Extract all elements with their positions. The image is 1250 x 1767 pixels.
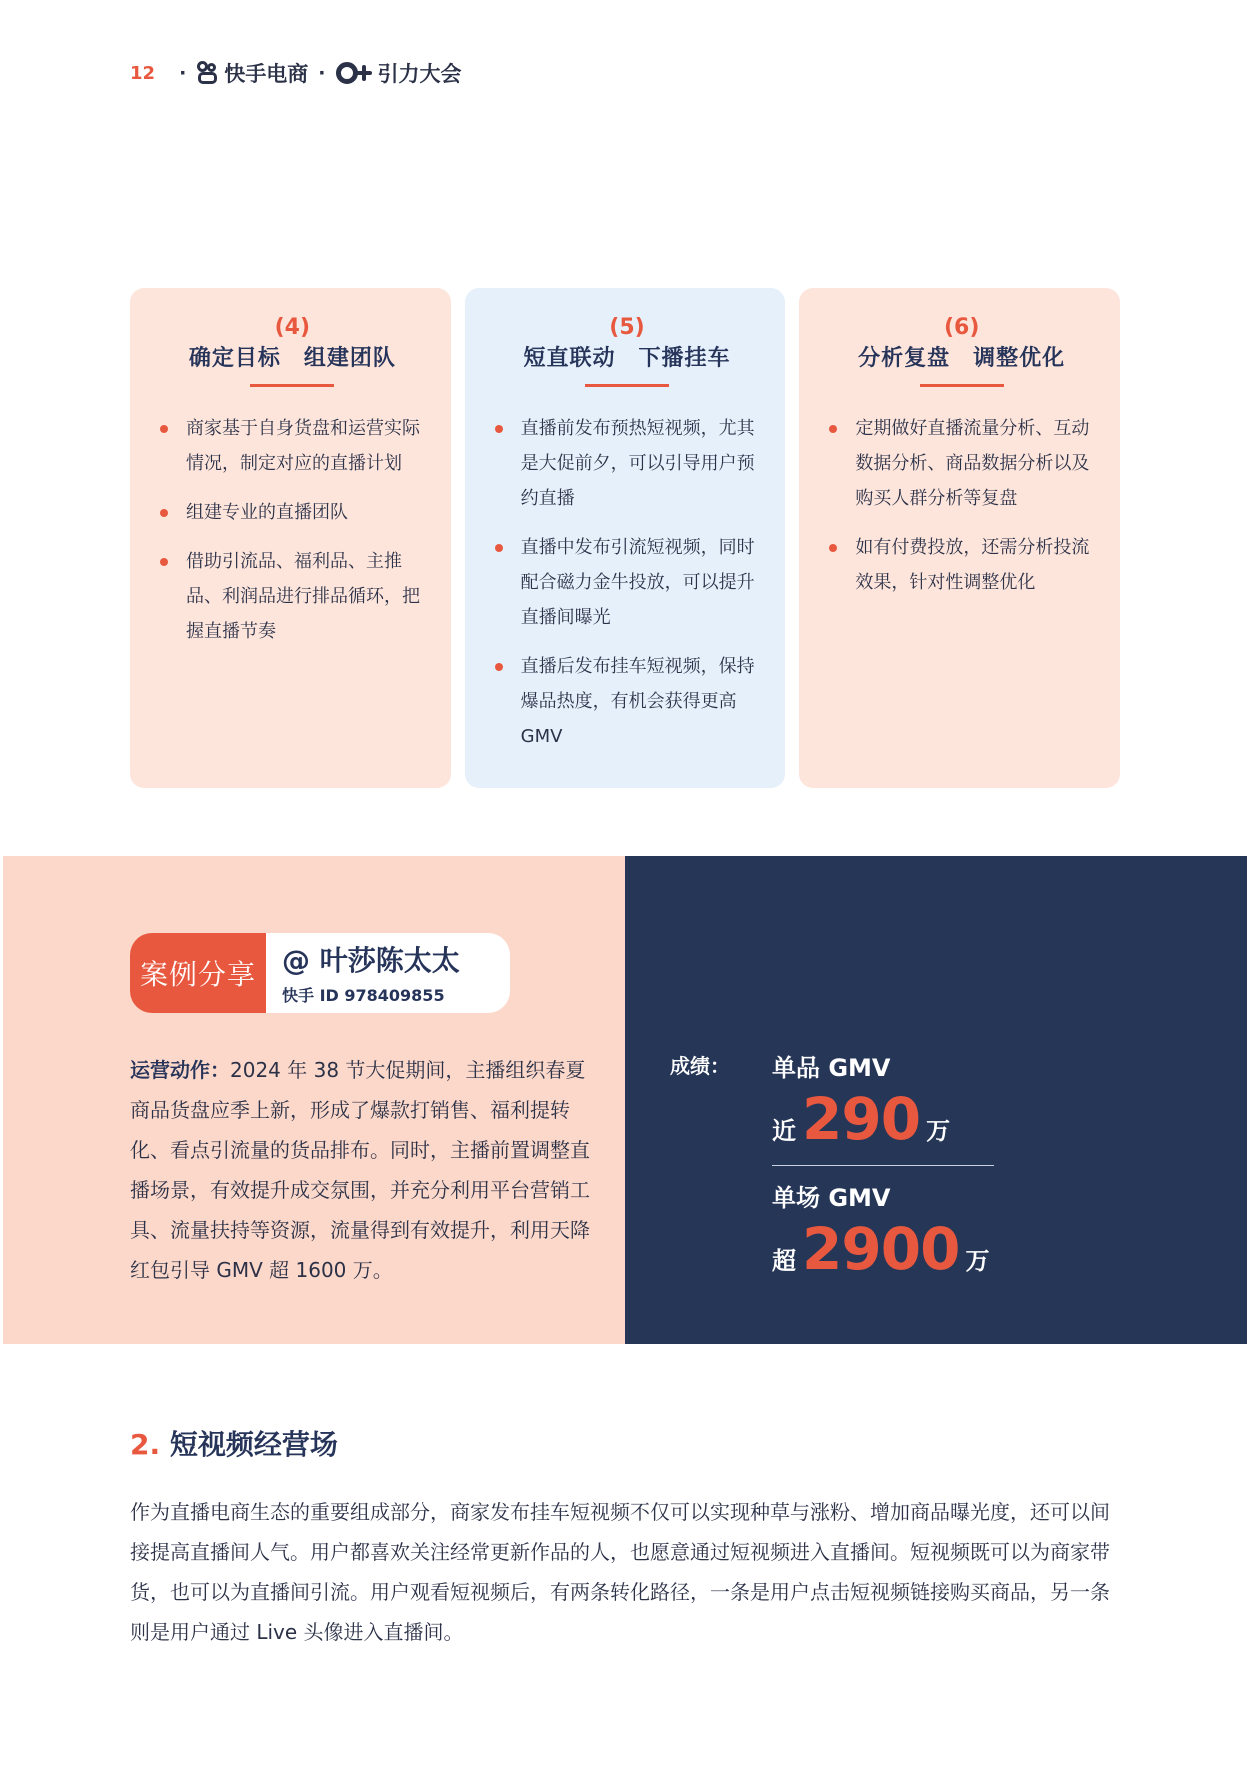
- section-body: 作为直播电商生态的重要组成部分，商家发布挂车短视频不仅可以实现种草与涨粉、增加商品曝光度，还可以间接提高直播间人气。用户都喜欢关注经常更新作品的人，也愿意通过短视频进入直播间。短视频既可以为商家带货，也可以为直播间引流。用户观看短视频后，有两条转化路径，一条是用户点击短视频链接购买商品，另一条则是用户通过 Live 头像进入直播间。: [130, 1500, 1110, 1644]
- result-prefix: 近: [772, 1117, 796, 1145]
- case-share-label: 案例分享: [130, 933, 266, 1013]
- result-value: [772, 1216, 996, 1282]
- event-name: 引力大会: [377, 62, 462, 86]
- step-title: 分析复盘 调整优化: [858, 346, 1066, 371]
- step-title: 短直联动 下播挂车: [523, 346, 731, 371]
- separator: ·: [318, 62, 326, 84]
- case-tag: [130, 933, 510, 1013]
- result-unit: 万: [965, 1247, 990, 1275]
- kuaishou-ecommerce-icon: [196, 61, 220, 85]
- list-item: 直播后发布挂车短视频，保持爆品热度，有机会获得更高 GMV: [489, 649, 766, 754]
- section-title: 短视频经营场: [169, 1428, 338, 1461]
- step-list: [154, 411, 431, 649]
- step-number: (6): [943, 315, 980, 340]
- step-list: [823, 411, 1100, 600]
- result-title: 单品 GMV: [772, 1054, 891, 1082]
- result-title: 单场 GMV: [772, 1184, 891, 1212]
- result-value: [772, 1086, 996, 1152]
- list-item: 直播中发布引流短视频，同时配合磁力金牛投放，可以提升直播间曝光: [489, 530, 766, 635]
- list-item: 定期做好直播流量分析、互动数据分析、商品数据分析以及购买人群分析等复盘: [823, 411, 1100, 516]
- brand-name: 快手电商: [224, 62, 309, 86]
- steps-cards: [130, 288, 1120, 788]
- result-prefix: 超: [772, 1247, 796, 1275]
- list-item: 商家基于自身货盘和运营实际情况，制定对应的直播计划: [154, 411, 431, 481]
- section-heading: [130, 1423, 338, 1463]
- title-underline: [920, 384, 1004, 387]
- step-number: (4): [274, 315, 311, 340]
- case-account: [266, 933, 460, 1013]
- title-underline: [585, 384, 669, 387]
- result-unit: 万: [926, 1117, 951, 1145]
- result-number: 2900: [802, 1215, 960, 1283]
- section-number: 2.: [130, 1428, 161, 1461]
- step-card-6: [799, 288, 1120, 788]
- result-number: 290: [802, 1085, 921, 1153]
- action-label: 运营动作：: [130, 1058, 230, 1082]
- account-handle: @ 叶莎陈太太: [282, 944, 460, 977]
- kuaishou-id: 快手 ID 978409855: [282, 986, 445, 1005]
- list-item: 组建专业的直播团队: [154, 495, 431, 530]
- gravity-conference-icon: [336, 62, 372, 84]
- title-underline: [250, 384, 334, 387]
- action-text: 2024 年 38 节大促期间，主播组织春夏商品货盘应季上新，形成了爆款打销售、福利提转化、看点引流量的货品排布。同时，主播前置调整直播场景，有效提升成交氛围，并充分利用平台营销工具、流量扶持等资源，流量得到有效提升，利用天降红包引导 GMV 超 1600 万。: [130, 1058, 590, 1282]
- step-card-4: [130, 288, 451, 788]
- results-label: 成绩：: [670, 1054, 730, 1078]
- page-header: [130, 58, 462, 88]
- result-single-session: [772, 1180, 996, 1282]
- list-item: 借助引流品、福利品、主推品、利润品进行排品循环，把握直播节奏: [154, 544, 431, 649]
- list-item: 如有付费投放，还需分析投流效果，针对性调整优化: [823, 530, 1100, 600]
- separator: ·: [179, 62, 187, 84]
- step-number: (5): [609, 315, 645, 340]
- case-description: [130, 1050, 600, 1290]
- step-title: 确定目标 组建团队: [188, 346, 396, 371]
- step-list: [489, 411, 766, 754]
- results-divider: [772, 1165, 994, 1166]
- result-single-item: [772, 1050, 996, 1152]
- step-card-5: [465, 288, 786, 788]
- page-number: 12: [130, 62, 156, 84]
- list-item: 直播前发布预热短视频，尤其是大促前夕，可以引导用户预约直播: [489, 411, 766, 516]
